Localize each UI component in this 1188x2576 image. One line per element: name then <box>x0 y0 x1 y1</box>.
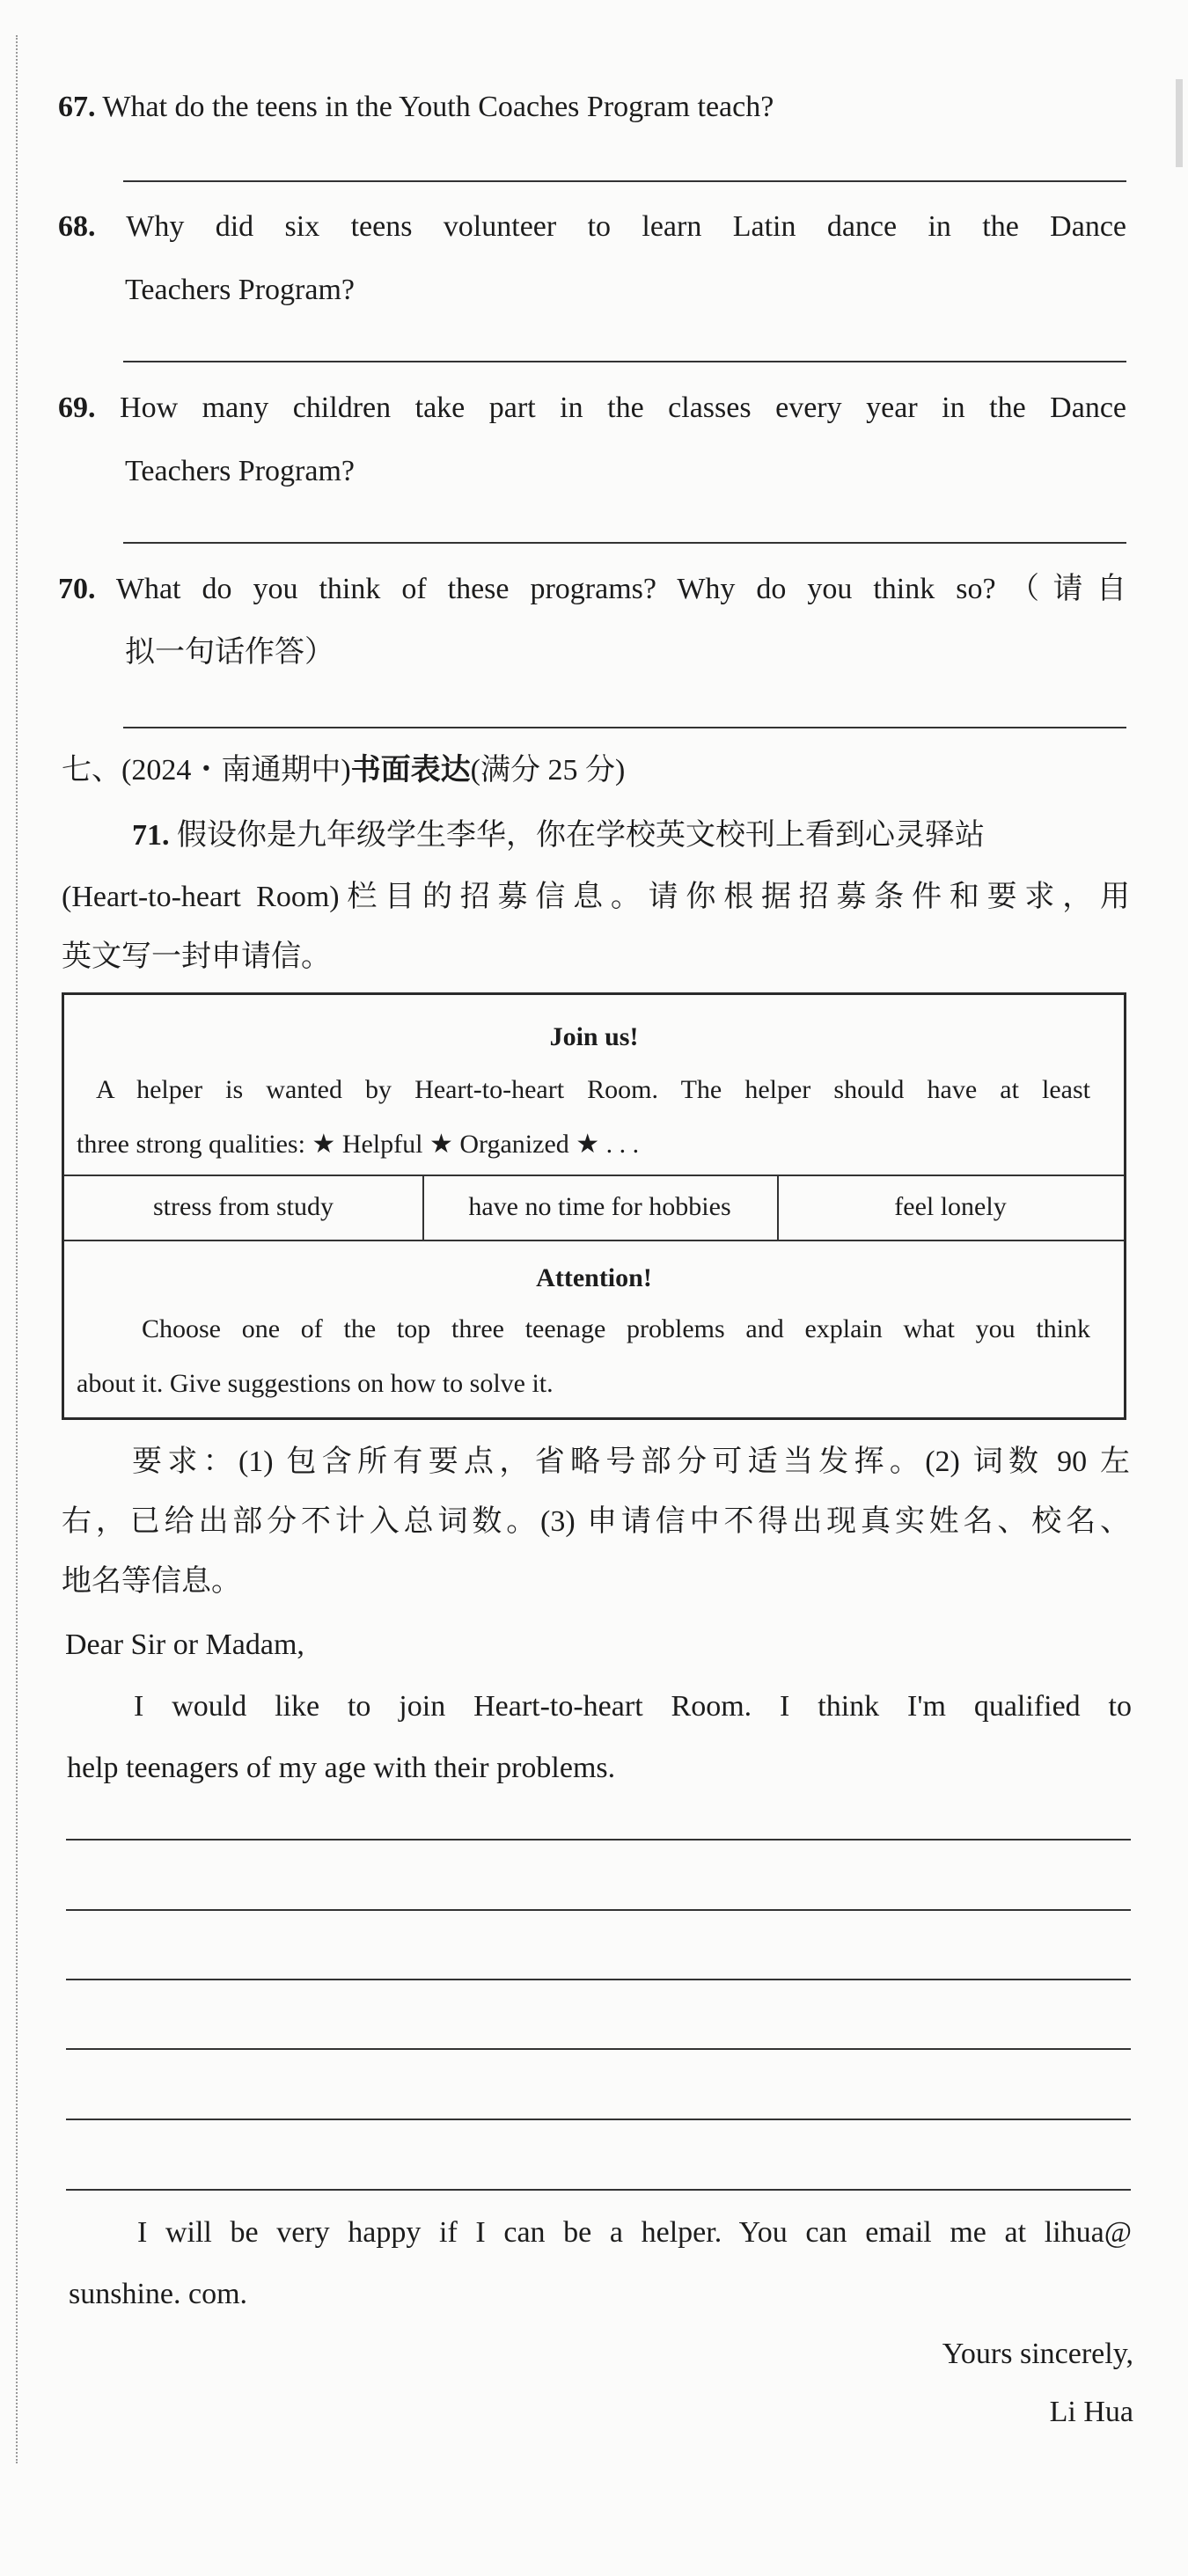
question-number: 69. <box>58 392 96 424</box>
question-text: Why did six teens volunteer to learn Latin dance in the Dance <box>126 210 1127 243</box>
task-number: 71. <box>132 819 170 852</box>
table-divider-bottom <box>64 1240 1124 1241</box>
task-71-line1 <box>132 818 985 853</box>
writing-line[interactable] <box>66 1979 1131 1980</box>
answer-line-68[interactable] <box>123 361 1126 362</box>
question-text: What do the teens in the Youth Coaches Program teach? <box>102 91 774 123</box>
recruitment-notice-box <box>62 992 1126 1420</box>
question-68-continued: Teachers Program? <box>125 274 355 306</box>
question-number: 70. <box>58 573 96 605</box>
writing-line[interactable] <box>66 1909 1131 1911</box>
letter-greeting: Dear Sir or Madam, <box>65 1628 304 1661</box>
letter-closing-line2: sunshine. com. <box>69 2278 248 2310</box>
question-70 <box>58 572 1126 607</box>
letter-signoff: Yours sincerely, <box>942 2338 1133 2370</box>
question-text: How many children take part in the classes every year in the Dance <box>120 392 1127 424</box>
writing-line[interactable] <box>66 2048 1131 2050</box>
question-67 <box>58 90 774 125</box>
notice-paragraph-1-line1: A helper is wanted by Heart-to-heart Room. The helper should have at least <box>96 1075 1090 1104</box>
answer-line-67[interactable] <box>123 180 1126 182</box>
problem-cell: stress from study <box>153 1192 334 1221</box>
task-71-line3: 英文写一封申请信。 <box>62 940 331 973</box>
problem-cell: have no time for hobbies <box>468 1192 731 1221</box>
section-prefix: 七、(2024・南通期中) <box>62 754 351 787</box>
section-heading <box>62 753 625 788</box>
binding-margin-line <box>16 35 18 2463</box>
answer-line-69[interactable] <box>123 542 1126 544</box>
requirements-line2: 右，已给出部分不计入总词数。(3) 申请信中不得出现真实姓名、校名、 <box>62 1505 1130 1538</box>
notice-paragraph-1-line2: three strong qualities: ★ Helpful ★ Organized ★ . . . <box>77 1130 640 1159</box>
writing-line[interactable] <box>66 2189 1131 2191</box>
question-69-continued: Teachers Program? <box>125 455 355 487</box>
answer-line-70[interactable] <box>123 727 1126 728</box>
letter-signature: Li Hua <box>1049 2396 1133 2428</box>
notice-paragraph-2-line2: about it. Give suggestions on how to solve it. <box>77 1369 554 1398</box>
problem-cell: feel lonely <box>894 1192 1007 1221</box>
requirements-line1: 要求：(1) 包含所有要点，省略号部分可适当发挥。(2) 词数 90 左 <box>132 1445 1130 1478</box>
task-71-line2: (Heart-to-heart Room)栏目的招募信息。请你根据招募条件和要求，用 <box>62 881 1130 913</box>
notice-attention-heading: Attention! <box>536 1263 652 1292</box>
page-edge-mark <box>1176 79 1183 167</box>
question-number: 67. <box>58 91 96 123</box>
letter-opening-line2: help teenagers of my age with their problems. <box>67 1752 616 1784</box>
writing-line[interactable] <box>66 1839 1131 1841</box>
question-68 <box>58 209 1126 245</box>
question-70-continued: 拟一句话作答） <box>125 636 334 669</box>
question-number: 68. <box>58 210 96 243</box>
requirements-line3: 地名等信息。 <box>62 1565 241 1598</box>
letter-opening-line1: I would like to join Heart-to-heart Room. I think I'm qualified to <box>134 1690 1132 1723</box>
writing-line[interactable] <box>66 2119 1131 2120</box>
letter-closing-line1: I will be very happy if I can be a helper. You can email me at lihua@ <box>137 2216 1132 2249</box>
section-score: (满分 25 分) <box>470 754 626 787</box>
section-title: 书面表达 <box>350 754 471 787</box>
question-69 <box>58 391 1126 426</box>
task-text: 假设你是九年级学生李华，你在学校英文校刊上看到心灵驿站 <box>177 819 985 852</box>
question-text: What do you think of these programs? Why do you think so?（请自 <box>115 573 1126 605</box>
notice-paragraph-2-line1: Choose one of the top three teenage problems and explain what you think <box>142 1314 1090 1343</box>
notice-heading: Join us! <box>549 1022 639 1051</box>
